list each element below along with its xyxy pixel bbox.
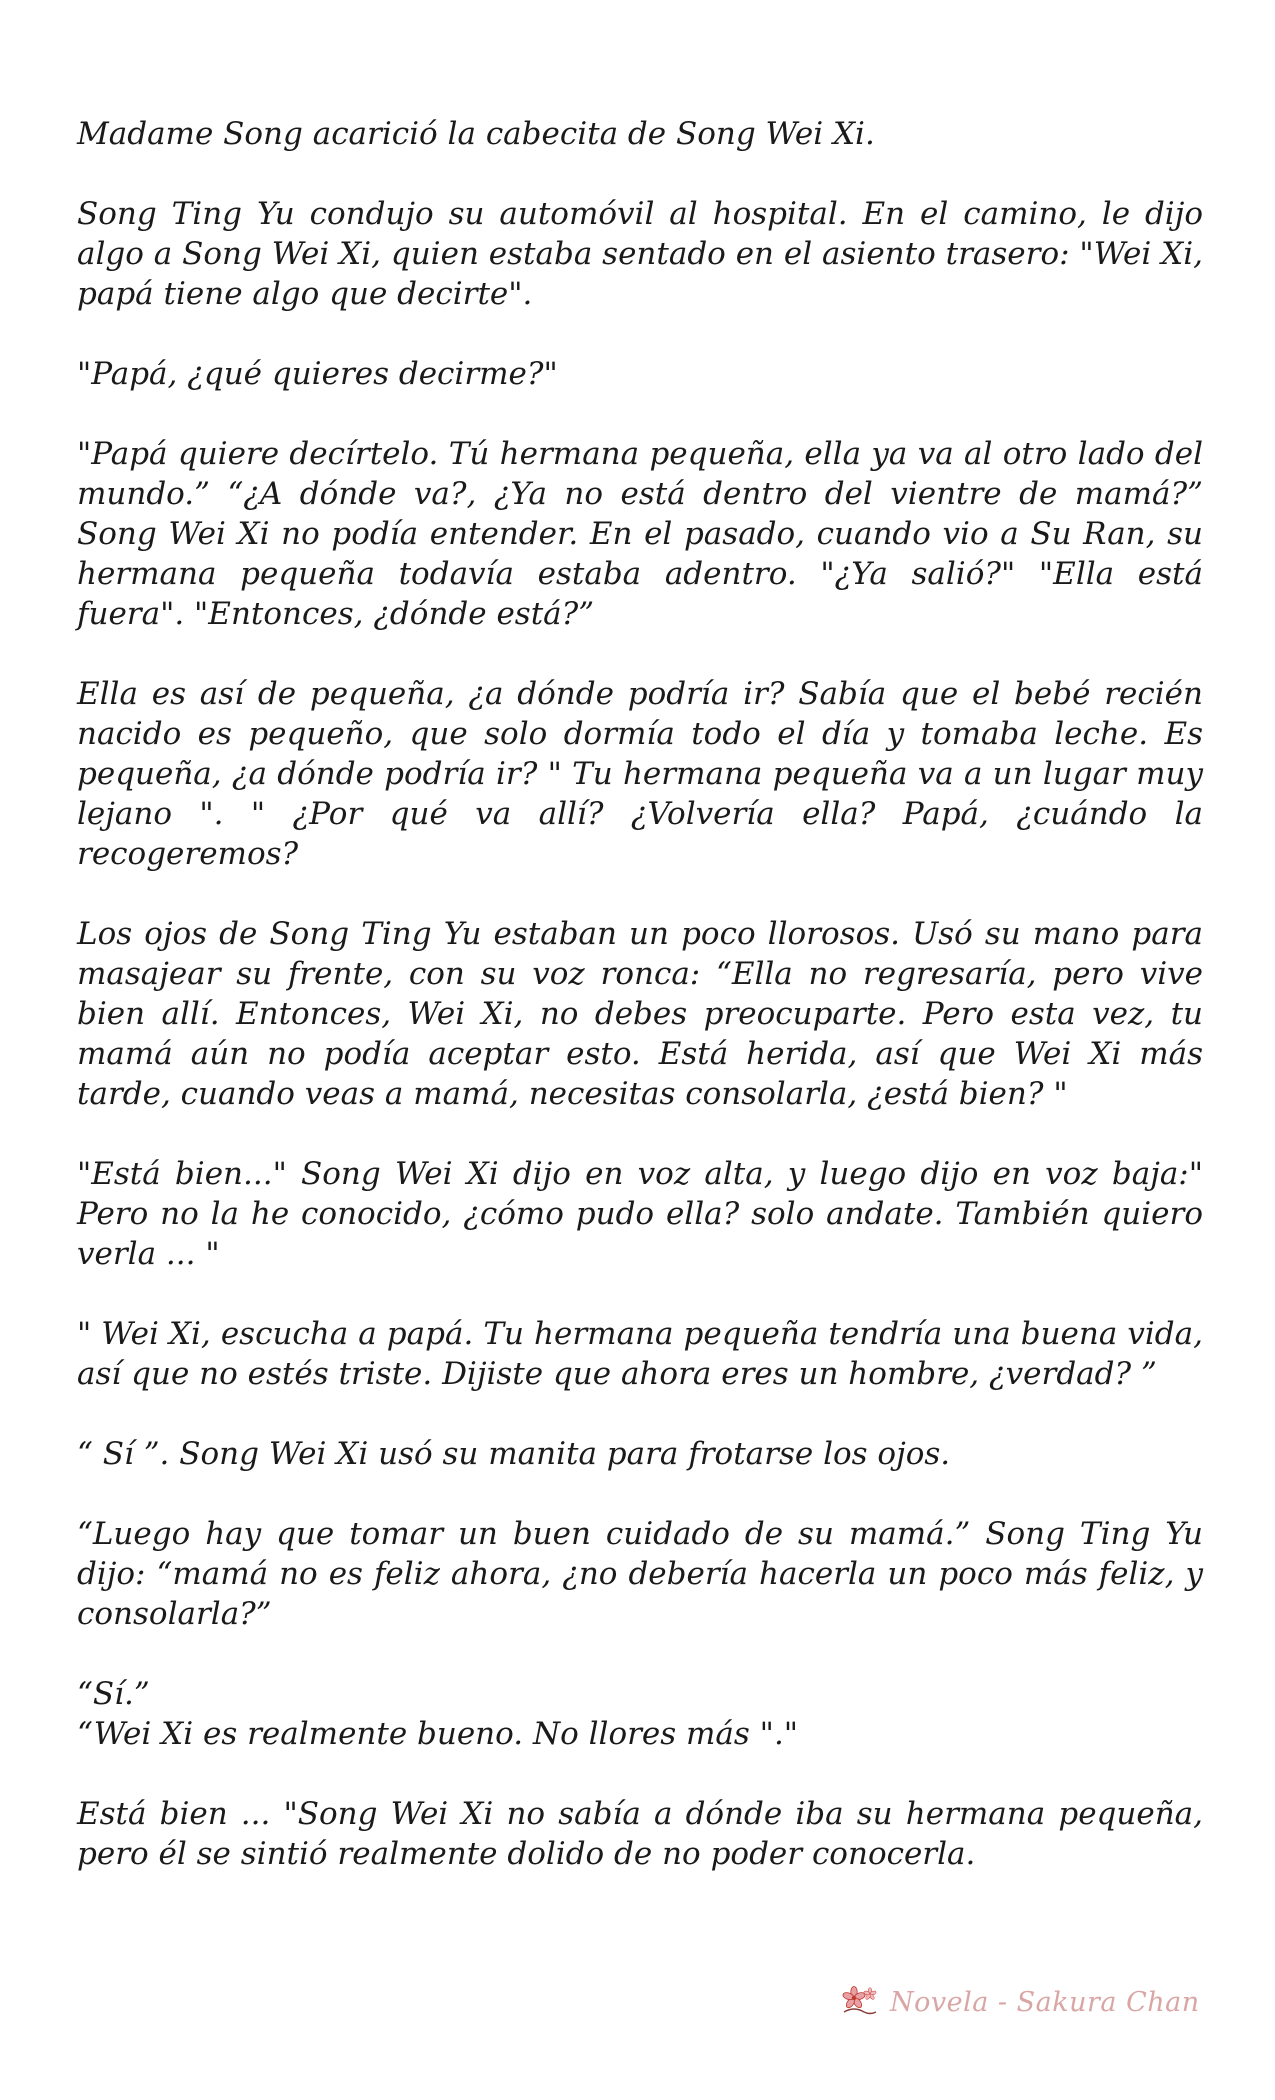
watermark-text: Novela - Sakura Chan [890, 1986, 1200, 2018]
paragraph: "Está bien..." Song Wei Xi dijo en voz alta, y luego dijo en voz baja:" Pero no la he conocido, ¿cómo pudo ella? solo andate. También quiero verla ... " [77, 1156, 1203, 1272]
paragraph: Está bien ... "Song Wei Xi no sabía a dónde iba su hermana pequeña, pero él se sintió realmente dolido de no poder conocerla. [77, 1796, 1203, 1872]
novel-text [77, 114, 1203, 1874]
sakura-flower-icon [840, 1982, 880, 2022]
paragraph: Los ojos de Song Ting Yu estaban un poco llorosos. Usó su mano para masajear su frente, con su voz ronca: “Ella no regresaría, pero vive bien allí. Entonces, Wei Xi, no debes preocuparte. Pero esta vez, tu mamá aún no podía aceptar esto. Está herida, así que Wei Xi más tarde, cuando veas a mamá, necesitas consolarla, ¿está bien? " [77, 916, 1203, 1112]
paragraph: “ Sí ”. Song Wei Xi usó su manita para frotarse los ojos. [77, 1436, 951, 1472]
paragraph: "Papá quiere decírtelo. Tú hermana pequeña, ella ya va al otro lado del mundo.” “¿A dónde va?, ¿Ya no está dentro del vientre de mamá?” Song Wei Xi no podía entender. En el pasado, cuando vio a Su Ran, su hermana pequeña todavía estaba adentro. "¿Ya salió?" "Ella está fuera". "Entonces, ¿dónde está?” [77, 436, 1203, 632]
watermark [840, 1980, 1200, 2024]
paragraph: Song Ting Yu condujo su automóvil al hospital. En el camino, le dijo algo a Song Wei Xi, quien estaba sentado en el asiento trasero: "Wei Xi, papá tiene algo que decirte". [77, 196, 1203, 312]
paragraph: “Wei Xi es realmente bueno. No llores más "." [77, 1716, 799, 1752]
paragraph: “Luego hay que tomar un buen cuidado de su mamá.” Song Ting Yu dijo: “mamá no es feliz ahora, ¿no debería hacerla un poco más feliz, y consolarla?” [77, 1516, 1203, 1632]
paragraph: " Wei Xi, escucha a papá. Tu hermana pequeña tendría una buena vida, así que no estés triste. Dijiste que ahora eres un hombre, ¿verdad? ” [77, 1316, 1203, 1392]
paragraph: Ella es así de pequeña, ¿a dónde podría ir? Sabía que el bebé recién nacido es pequeño, que solo dormía todo el día y tomaba leche. Es pequeña, ¿a dónde podría ir? " Tu hermana pequeña va a un lugar muy lejano ". " ¿Por qué va allí? ¿Volvería ella? Papá, ¿cuándo la recogeremos? [77, 676, 1203, 872]
paragraph: "Papá, ¿qué quieres decirme?" [77, 356, 558, 392]
paragraph: Madame Song acarició la cabecita de Song Wei Xi. [77, 116, 875, 152]
paragraph: “Sí.” [77, 1676, 150, 1712]
